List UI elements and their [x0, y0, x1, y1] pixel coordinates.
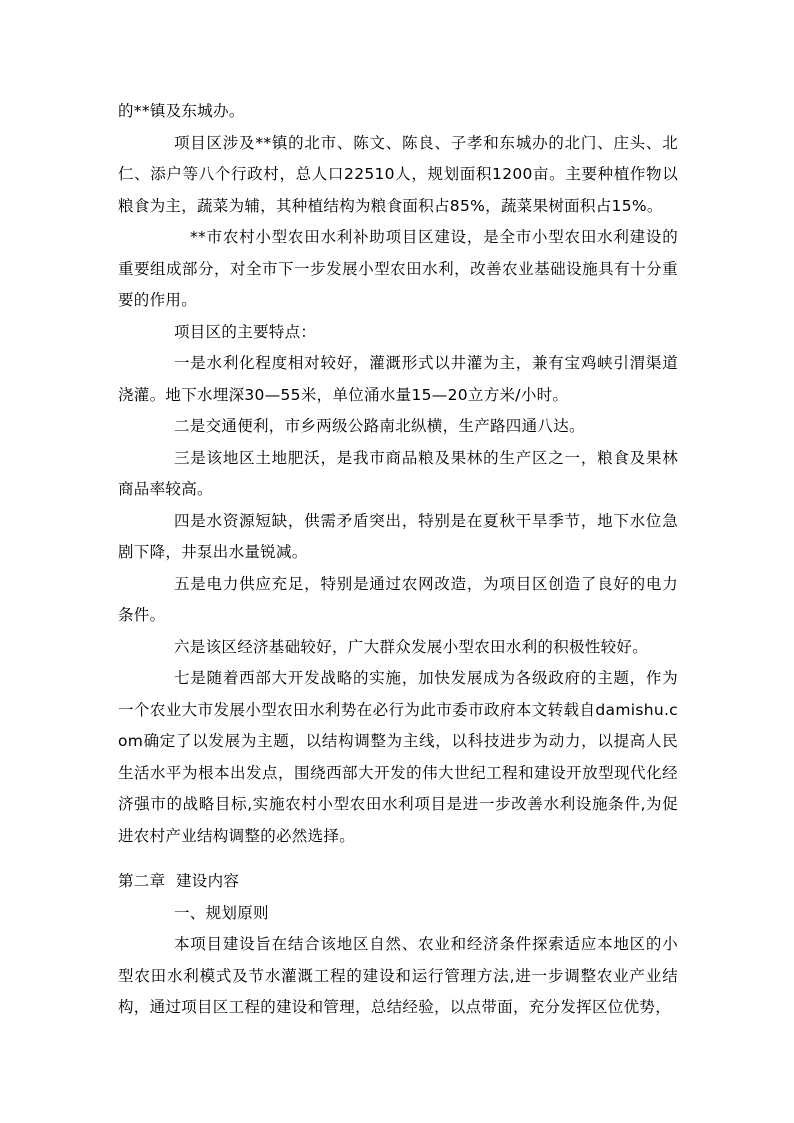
paragraph-intro-continuation: 的**镇及东城办。	[118, 102, 245, 120]
paragraph-feature-7: 七是随着西部大开发战略的实施，加快发展成为各级政府的主题，作为一个农业大市发展小型农田水利势在必行为此市委市政府本文转载自damishu.com确定了以发展为主题，以结构调整为主线，以科技进步为动力，以提高人民生活水平为根本出发点，围绕西部大开发的伟大世纪工程和建设开放型现代化经济强市的战略目标,实施农村小型农田水利项目是进一步改善水利设施条件,为促进农村产业结构调整的必然选择。	[118, 669, 678, 845]
chapter-title: 建设内容	[176, 872, 240, 890]
paragraph-feature-2: 二是交通便利，市乡两级公路南北纵横，生产路四通八达。	[174, 417, 585, 435]
paragraph-project-area: 项目区涉及**镇的北市、陈文、陈良、子孝和东城办的北门、庄头、北仁、添户等八个行政村，总人口22510人，规划面积1200亩。主要种植作物以粮食为主，蔬菜为辅，其种植结构为粮食面积占85%，蔬菜果树面积占15%。	[118, 133, 678, 215]
paragraph-planning-principle: 本项目建设旨在结合该地区自然、农业和经济条件探索适应本地区的小型农田水利模式及节水灌溉工程的建设和运行管理方法,进一步调整农业产业结构，通过项目区工程的建设和管理，总结经验，以点带面，充分发挥区位优势，	[118, 935, 678, 1016]
chapter-heading	[118, 866, 678, 898]
paragraph-project-importance: **市农村小型农田水利补助项目区建设，是全市小型农田水利建设的重要组成部分，对全市下一步发展小型农田水利，改善农业基础设施具有十分重要的作用。	[118, 228, 678, 309]
paragraph-feature-3: 三是该地区土地肥沃，是我市商品粮及果林的生产区之一，粮食及果林商品率较高。	[118, 448, 678, 498]
paragraph-feature-6: 六是该区经济基础较好，广大群众发展小型农田水利的积极性较好。	[174, 637, 649, 656]
paragraph-feature-4: 四是水资源短缺，供需矛盾突出，特别是在夏秋干旱季节，地下水位急剧下降，井泵出水量锐减。	[118, 511, 678, 561]
paragraph-features-heading: 项目区的主要特点：	[174, 322, 317, 341]
paragraph-feature-1: 一是水利化程度相对较好，灌溉形式以井灌为主，兼有宝鸡峡引渭渠道浇灌。地下水埋深30—55米，单位涌水量15—20立方米/小时。	[118, 354, 678, 404]
paragraph-feature-5: 五是电力供应充足，特别是通过农网改造，为项目区创造了良好的电力条件。	[118, 574, 678, 624]
chapter-number: 第二章	[118, 872, 166, 890]
document-body	[118, 96, 678, 1024]
section-heading: 一、规划原则	[174, 903, 269, 922]
